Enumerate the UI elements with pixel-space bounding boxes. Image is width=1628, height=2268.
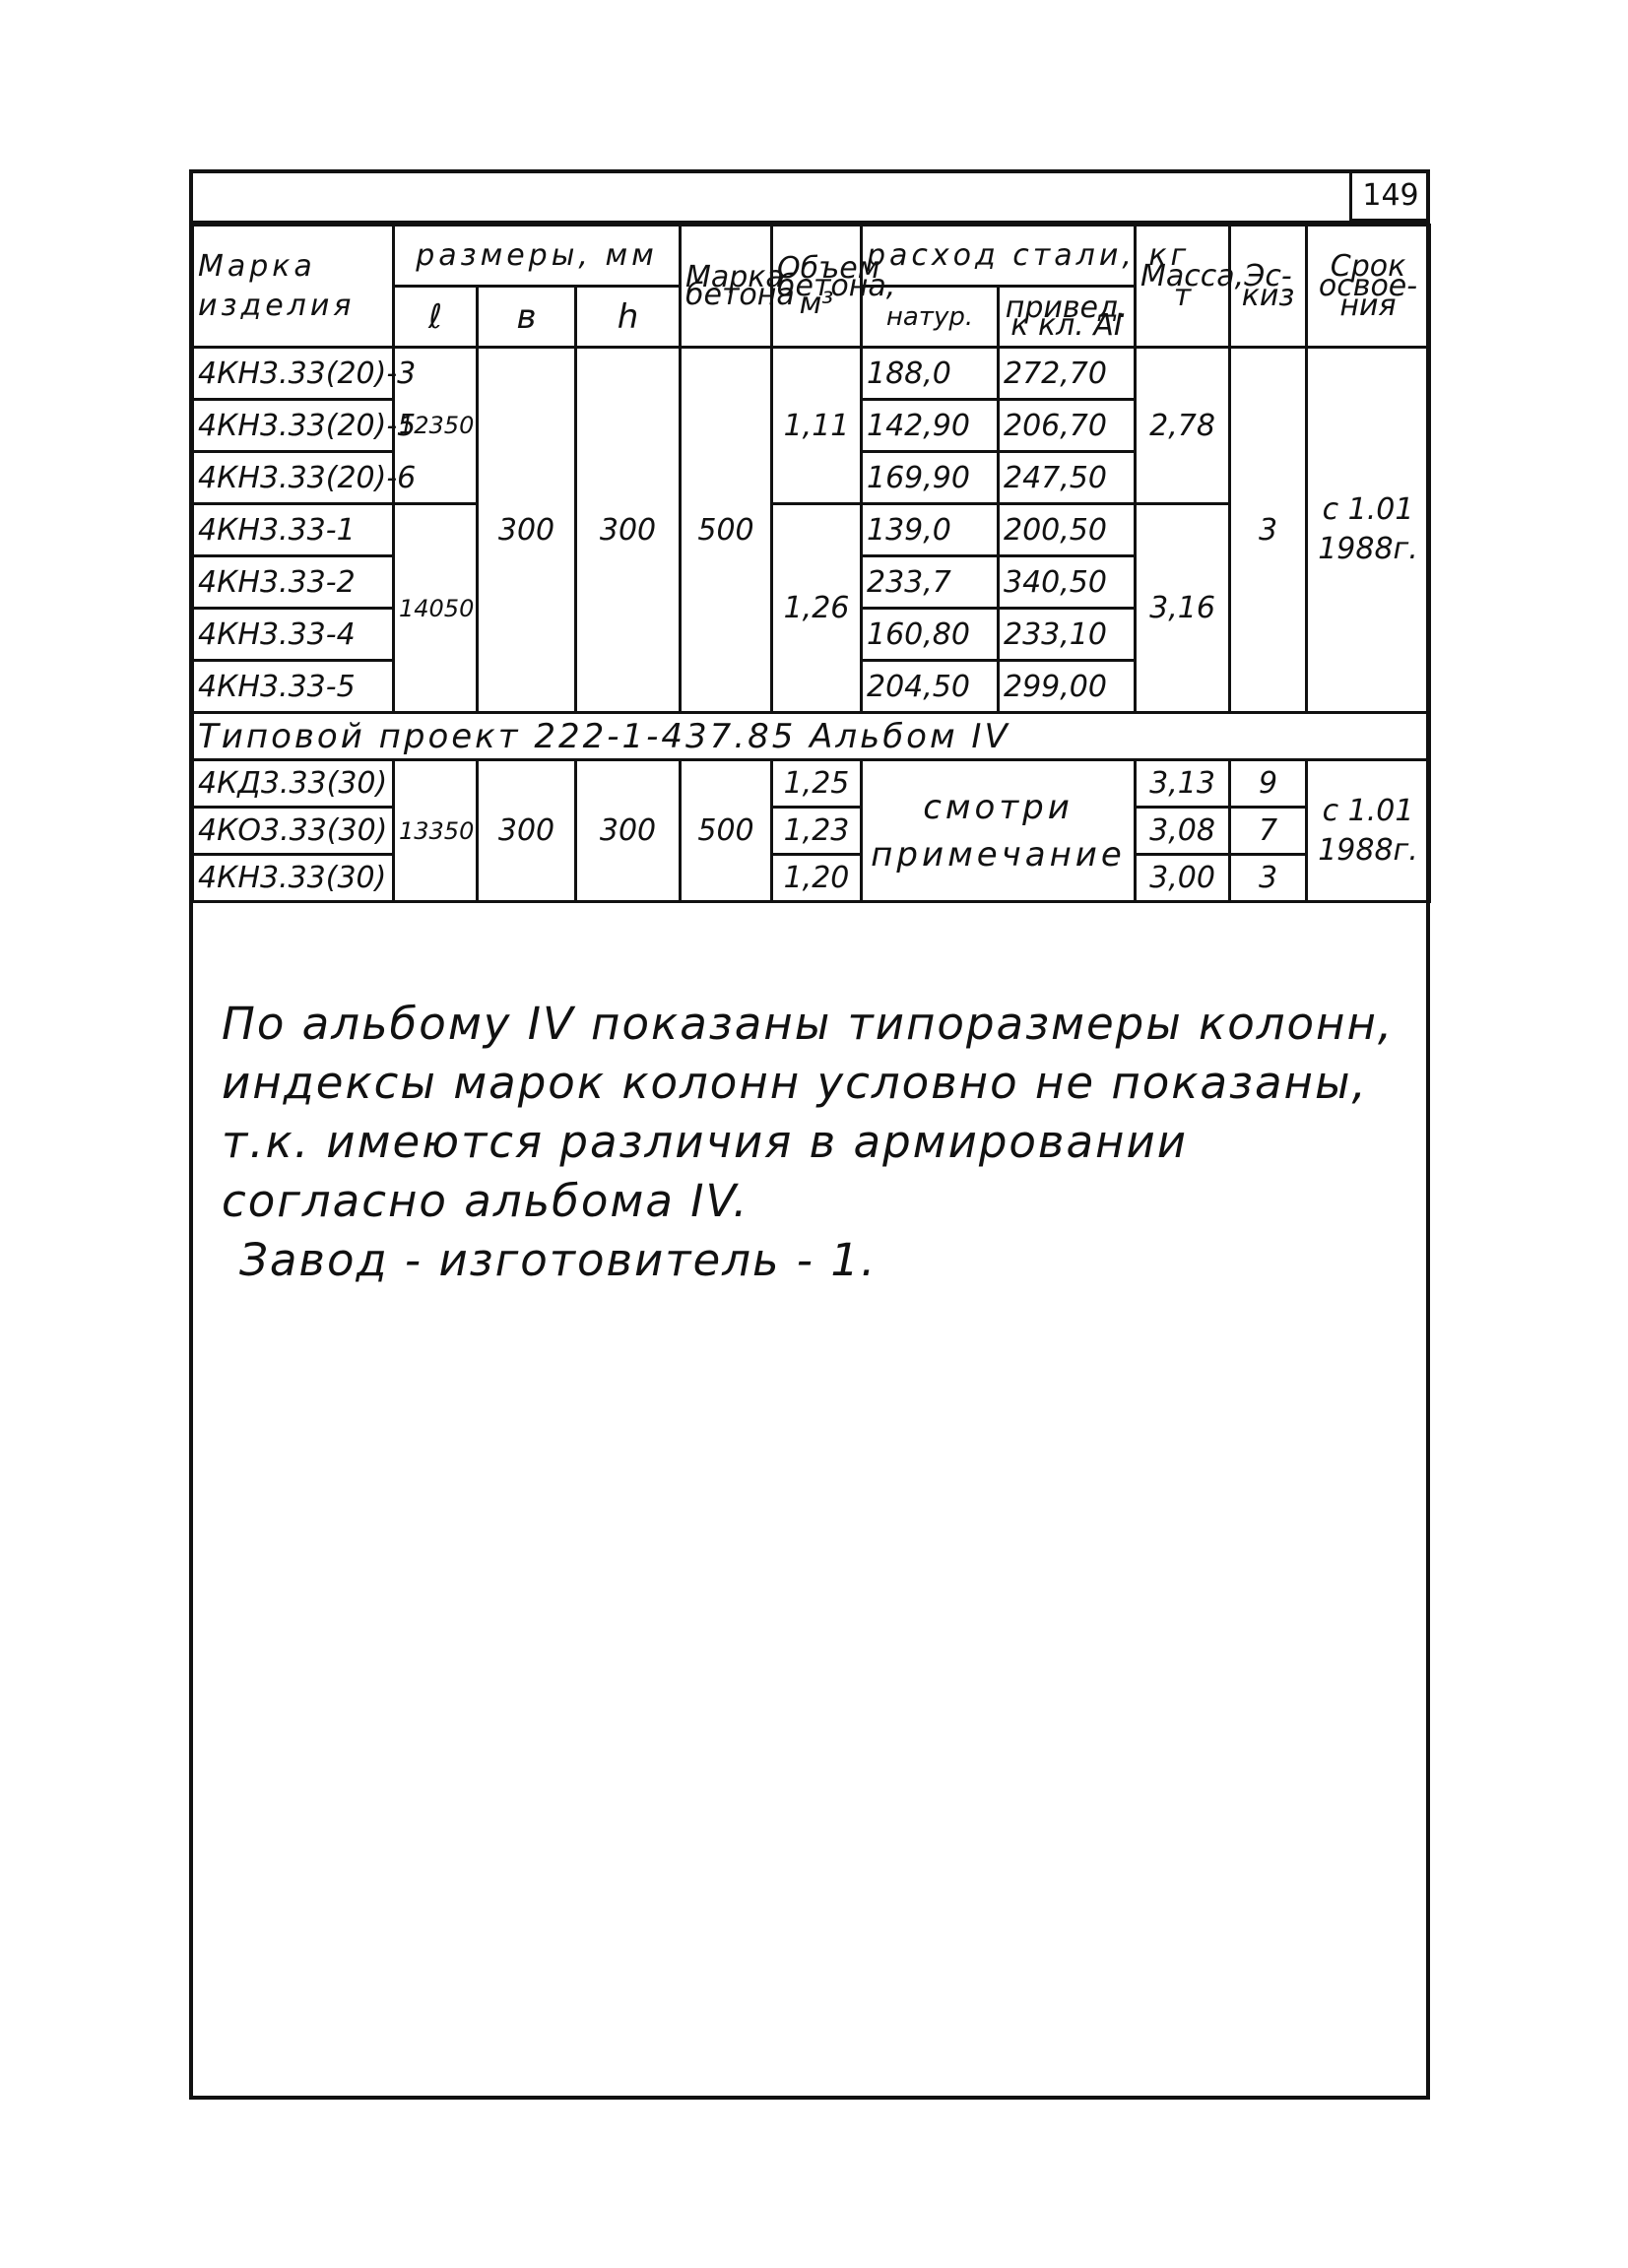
header-steel-red-text: привед. к кл. АI (1005, 290, 1129, 343)
cell-steel-red: 233,10 (999, 609, 1136, 661)
table-row (193, 855, 1430, 902)
cell-term (1307, 348, 1430, 713)
cell-concrete-volume: 1,11 (772, 348, 862, 504)
cell-concrete-grade: 500 (681, 348, 772, 713)
header-sketch-text: Эс-киз (1241, 258, 1295, 313)
cell-term-text: с 1.01 1988г. (1318, 492, 1418, 566)
cell-sketch: 3 (1230, 855, 1307, 902)
cell-steel-red: 247,50 (999, 452, 1136, 504)
cell-height: 300 (576, 348, 681, 713)
cell-steel-red: 200,50 (999, 504, 1136, 556)
cell-mass: 3,08 (1136, 808, 1230, 855)
cell-steel-red: 206,70 (999, 400, 1136, 452)
cell-length: 13350 (394, 760, 478, 902)
note-line: По альбому IV показаны типоразмеры колонн, (222, 998, 1395, 1050)
header-mass-text: Масса, т (1140, 258, 1245, 313)
cell-length: 12350 (394, 348, 478, 504)
header-concrete-volume-text: Объем бетона, м³ (777, 250, 896, 321)
cell-steel-nat: 160,80 (862, 609, 999, 661)
header-term (1307, 226, 1430, 348)
cell-steel-red: 340,50 (999, 556, 1136, 609)
cell-steel-nat: 139,0 (862, 504, 999, 556)
cell-steel-nat: 169,90 (862, 452, 999, 504)
cell-term (1307, 760, 1430, 902)
header-concrete-volume (772, 226, 896, 348)
header-sketch (1230, 226, 1307, 348)
cell-mass: 3,00 (1136, 855, 1230, 902)
footnote (222, 995, 1413, 1290)
cell-length: 14050 (394, 504, 478, 713)
cell-steel-nat: 142,90 (862, 400, 999, 452)
cell-mass: 3,13 (1136, 760, 1230, 808)
cell-concrete-volume: 1,23 (772, 808, 862, 855)
cell-steel-nat: 233,7 (862, 556, 999, 609)
header-dim-h: h (576, 287, 681, 348)
row-mark: 4КН3.33(20)-6 (193, 452, 394, 504)
header-steel-red (999, 287, 1136, 348)
row-mark: 4КН3.33(20)-5 (193, 400, 394, 452)
section-row (193, 713, 1430, 760)
row-mark: 4КН3.33-1 (193, 504, 394, 556)
header-steel-nat: натур. (862, 287, 999, 348)
specification-table (191, 224, 1431, 903)
cell-height: 300 (576, 760, 681, 902)
cell-width: 300 (478, 348, 576, 713)
cell-steel-note-text: смотри примечание (871, 787, 1126, 875)
row-mark: 4КН3.33(30) (193, 855, 394, 902)
cell-term-text: с 1.01 1988г. (1318, 793, 1418, 868)
note-line: Завод - изготовитель - 1. (239, 1234, 878, 1286)
table-row (193, 348, 1430, 400)
cell-sketch: 3 (1230, 348, 1307, 713)
table-row (193, 808, 1430, 855)
cell-concrete-grade: 500 (681, 760, 772, 902)
note-line: индексы марок колонн условно не показаны, (222, 1057, 1368, 1109)
cell-mass: 3,16 (1136, 504, 1230, 713)
page-number: 149 (1349, 173, 1429, 222)
note-line: согласно альбома IV. (222, 1175, 749, 1227)
row-mark: 4КН3.33-4 (193, 609, 394, 661)
header-concrete-grade-text: Марка бетона (685, 259, 795, 312)
header-dim-l: ℓ (394, 287, 478, 348)
row-mark: 4КН3.33(20)-3 (193, 348, 394, 400)
cell-concrete-volume: 1,25 (772, 760, 862, 808)
cell-width: 300 (478, 760, 576, 902)
row-mark: 4КД3.33(30) (193, 760, 394, 808)
row-mark: 4КН3.33-5 (193, 661, 394, 713)
row-mark: 4КО3.33(30) (193, 808, 394, 855)
note-line: т.к. имеются различия в армировании (222, 1116, 1188, 1168)
cell-steel-nat: 188,0 (862, 348, 999, 400)
header-dim-b: в (478, 287, 576, 348)
cell-sketch: 9 (1230, 760, 1307, 808)
header-steel: расход стали, кг (862, 226, 1136, 287)
table-row (193, 760, 1430, 808)
cell-steel-note (862, 760, 1136, 902)
cell-mass: 2,78 (1136, 348, 1230, 504)
header-concrete-grade (681, 226, 795, 348)
header-dims: размеры, мм (394, 226, 681, 287)
row-mark: 4КН3.33-2 (193, 556, 394, 609)
cell-steel-red: 272,70 (999, 348, 1136, 400)
header-mark (193, 226, 394, 348)
cell-concrete-volume: 1,20 (772, 855, 862, 902)
section-title: Типовой проект 222-1-437.85 Альбом IV (193, 713, 1430, 760)
cell-steel-red: 299,00 (999, 661, 1136, 713)
cell-steel-nat: 204,50 (862, 661, 999, 713)
header-mark-text: Марка изделия (198, 248, 356, 323)
cell-concrete-volume: 1,26 (772, 504, 862, 713)
header-term-text: Срок освое-ния (1318, 248, 1418, 323)
cell-sketch: 7 (1230, 808, 1307, 855)
